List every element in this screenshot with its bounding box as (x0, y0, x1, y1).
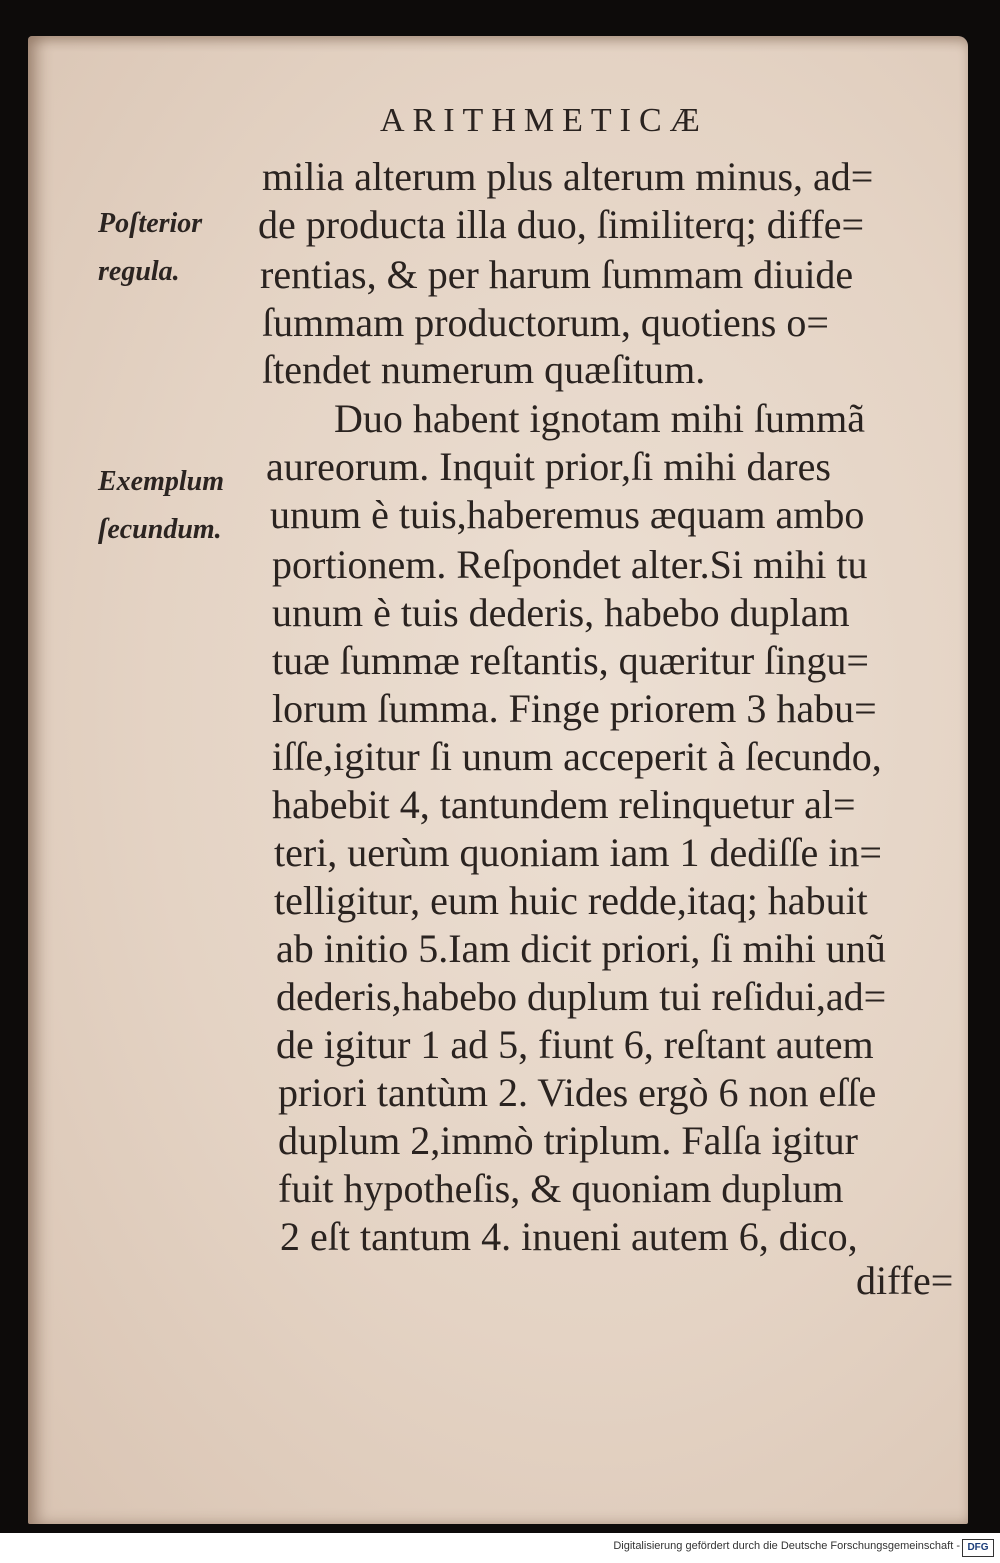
text-line-content: priori tantùm 2. Vides ergò 6 non eſſe (278, 1070, 877, 1115)
text-line (0, 1068, 1000, 1118)
text-line-content: iſſe,igitur ſi unum acceperit à ſecundo, (272, 734, 882, 779)
text-line (0, 1164, 1000, 1214)
running-head: ARITHMETICÆ (380, 102, 708, 139)
text-line (0, 1116, 1000, 1166)
text-line-content: milia alterum plus alterum minus, ad= (262, 154, 874, 199)
text-line-content: de producta illa duo, ſimiliterq; diffe= (258, 202, 865, 247)
text-line (0, 780, 1000, 830)
text-line (0, 540, 1000, 590)
text-line-content: lorum ſumma. Finge priorem 3 habu= (272, 686, 877, 731)
text-line-content: habebit 4, tantundem relinquetur al= (272, 782, 856, 827)
text-line (0, 684, 1000, 734)
text-line (0, 345, 1000, 395)
text-line (0, 588, 1000, 638)
text-line-content: tuæ ſummæ reſtantis, quæritur ſingu= (272, 638, 869, 683)
margin-note-text: Poſterior regula. (98, 208, 203, 287)
text-line-content: de igitur 1 ad 5, fiunt 6, reſtant autem (276, 1022, 874, 1067)
text-line (0, 1212, 1000, 1262)
text-line (0, 636, 1000, 686)
text-line (0, 298, 1000, 348)
text-line (0, 490, 1000, 540)
footer-credit-text: Digitalisierung gefördert durch die Deutsche Forschungsgemeinschaft - (613, 1540, 960, 1552)
text-line-content: aureorum. Inquit prior,ſi mihi dares (266, 444, 831, 489)
text-line-content: dederis,habebo duplum tui reſidui,ad= (276, 974, 887, 1019)
text-line (0, 442, 1000, 492)
margin-note-text: Exemplum ſecundum. (98, 466, 225, 545)
text-line-content: 2 eſt tantum 4. inueni autem 6, dico, (280, 1214, 858, 1259)
text-line (0, 732, 1000, 782)
text-line-content: unum è tuis dederis, habebo duplam (272, 590, 850, 635)
text-line (0, 200, 1000, 250)
text-line-content: rentias, & per harum ſummam diuide (260, 252, 854, 297)
text-line-content: ſummam productorum, quotiens o= (262, 300, 829, 345)
text-line-content: ſtendet numerum quæſitum. (262, 347, 706, 392)
text-line (0, 972, 1000, 1022)
text-line (0, 924, 1000, 974)
text-line-content: Duo habent ignotam mihi ſummã (334, 396, 866, 441)
text-line (0, 152, 1000, 202)
text-line (0, 394, 1000, 444)
text-line-content: unum è tuis,haberemus æquam ambo (270, 492, 865, 537)
text-line-content: portionem. Reſpondet alter.Si mihi tu (272, 542, 868, 587)
text-line (0, 1020, 1000, 1070)
catchword: diffe= (856, 1258, 954, 1303)
footer-bar (0, 1533, 1000, 1563)
text-line-content: telligitur, eum huic redde,itaq; habuit (274, 878, 868, 923)
text-line (0, 828, 1000, 878)
text-line-content: teri, uerùm quoniam iam 1 dediſſe in= (274, 830, 882, 875)
dfg-logo-icon: DFG (962, 1539, 994, 1557)
text-line-content: ab initio 5.Iam dicit priori, ſi mihi unũ (276, 926, 886, 971)
text-line-content: fuit hypotheſis, & quoniam duplum (278, 1166, 844, 1211)
text-line-content: duplum 2,immò triplum. Falſa igitur (278, 1118, 858, 1163)
text-line (0, 876, 1000, 926)
text-line (0, 250, 1000, 300)
